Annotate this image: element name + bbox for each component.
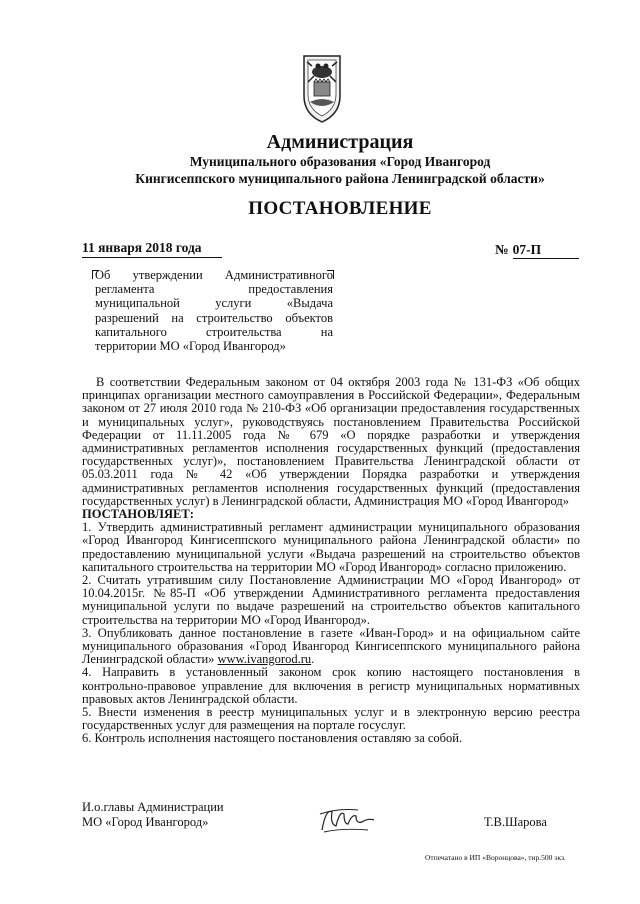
signatory-position bbox=[82, 800, 224, 830]
decree-item-3 bbox=[82, 627, 580, 667]
decree-item-1: 1. Утвердить административный регламент администрации муниципального образования «Город Ивангород Кингисеппского муниципального района Ленинградской области» по предоставлению муниципальной услуги «Выдача разрешений на строительство объектов капитального строительства на территории МО «Город Ивангород» согласно приложению. bbox=[82, 520, 580, 574]
document-number bbox=[495, 242, 579, 259]
subject-line: муниципальной услуги «Выдача bbox=[95, 296, 333, 311]
coat-of-arms-icon bbox=[300, 52, 344, 124]
org-title: Администрация bbox=[266, 131, 414, 153]
decree-item-3-text: 3. Опубликовать данное постановление в газете «Иван-Город» и на официальном сайте муниципального образования «Город Ивангород Кингисеппского муниципального района Ленинградской области» bbox=[82, 625, 580, 667]
decree-item-4: 4. Направить в установленный законом срок копию настоящего постановления в контрольно-правовое управление для включения в регистр муниципальных нормативных правовых актов Ленинградской области. bbox=[82, 665, 580, 706]
printing-note: Отпечатано в ИП «Воронцова», тир.500 экз. bbox=[425, 853, 566, 862]
decree-item-3-end: . bbox=[311, 652, 315, 667]
position-line-1: И.о.главы Администрации bbox=[82, 800, 224, 814]
subject-line: Об утверждении Административного bbox=[95, 268, 333, 282]
number-value: 07-П bbox=[513, 242, 579, 259]
decree-item-6: 6. Контроль исполнения настоящего постановления оставляю за собой. bbox=[82, 731, 463, 746]
signatory-name: Т.В.Шарова bbox=[484, 815, 547, 829]
subject-line: разрешений на строительство объектов bbox=[95, 310, 333, 325]
subject-line: регламента предоставления bbox=[95, 282, 333, 297]
website-link[interactable]: www.ivangorod.ru bbox=[217, 652, 312, 667]
document-date: 11 января 2018 года bbox=[82, 240, 222, 258]
document-subject bbox=[95, 268, 333, 353]
document-type: ПОСТАНОВЛЕНИЕ bbox=[248, 198, 432, 219]
subject-line: территории МО «Город Ивангород» bbox=[95, 339, 286, 354]
org-subtitle bbox=[0, 153, 640, 187]
org-line-1: Муниципального образования «Город Ивангород bbox=[189, 154, 491, 169]
decree-word: ПОСТАНОВЛЯЕТ: bbox=[82, 507, 194, 522]
number-prefix: № bbox=[495, 242, 509, 257]
position-line-2: МО «Город Ивангород» bbox=[82, 815, 209, 829]
org-line-2: Кингисеппского муниципального района Ленинградской области» bbox=[135, 171, 545, 186]
decree-item-5: 5. Внести изменения в реестр муниципальных услуг и в электронную версию реестра государственных услуг для размещения на портале госуслуг. bbox=[82, 705, 580, 733]
handwritten-signature-icon bbox=[318, 802, 378, 836]
decree-item-2: 2. Считать утратившим силу Постановление Администрации МО «Город Ивангород» от 10.04.2015г. №85-П «Об утверждении Административного регламента предоставления муниципальной услуги по выдаче разрешений на строительство объектов капитального строительства на территории МО «Город Ивангород». bbox=[82, 573, 580, 627]
preamble: В соответствии Федеральным законом от 04 октября 2003 года № 131-ФЗ «Об общих принципах организации местного самоуправления в Российской Федерации», Федеральным законом от 27 июля 2010 года № 210-ФЗ «Об организации предоставления государственных и муниципальных услуг», руководствуясь постановлением Правительства Российской Федерации от 11.11.2005 года № 679 «О порядке разработки и утверждения административных регламентов исполнения государственных функций (предоставления государственных услуг)», постановлением Правительства Ленинградской области от 05.03.2011 года № 42 «Об утверждении Порядка разработки и утверждения административных регламентов исполнения государственных функций (предоставления государственных услуг) в Ленинградской области, Администрация МО «Город Ивангород» bbox=[82, 375, 580, 508]
subject-line: капитального строительства на bbox=[95, 324, 333, 339]
document-body bbox=[82, 376, 580, 746]
